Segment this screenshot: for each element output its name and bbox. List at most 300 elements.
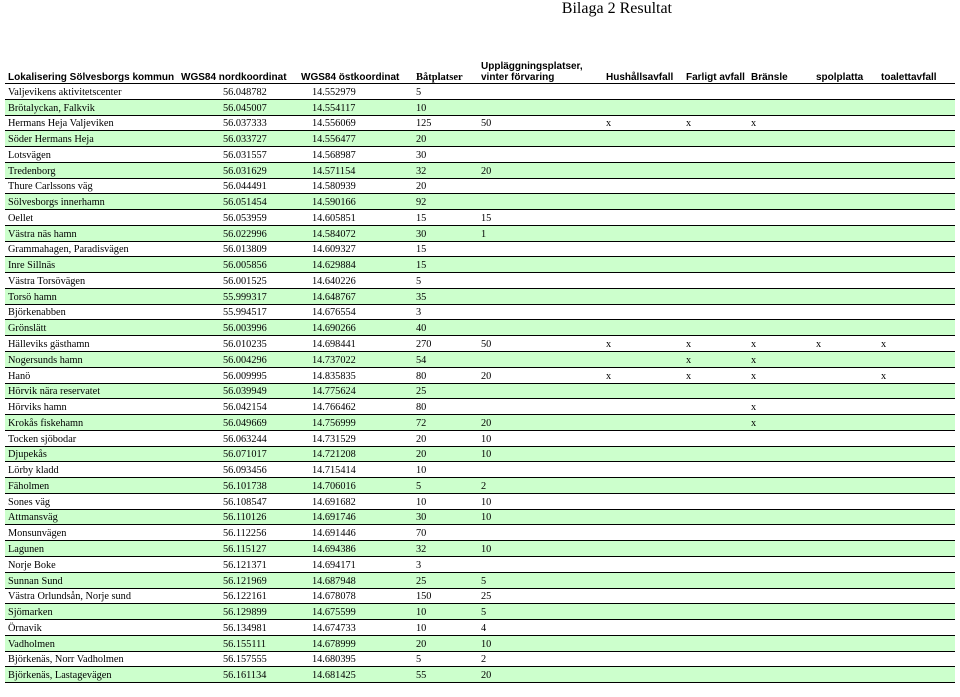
cell-north: 56.004296 [178, 352, 298, 368]
table-row [5, 430, 955, 446]
cell-north: 56.121969 [178, 572, 298, 588]
header-fuel: Bränsle [748, 45, 813, 84]
cell-winter-storage [478, 257, 603, 273]
cell-east: 14.835835 [298, 367, 413, 383]
cell-hazardous-waste [683, 635, 748, 651]
cell-east: 14.706016 [298, 478, 413, 494]
cell-household-waste [603, 352, 683, 368]
cell-toilet-waste [878, 415, 955, 431]
cell-boat-places: 20 [413, 131, 478, 147]
cell-location: Sjömarken [5, 604, 178, 620]
cell-toilet-waste [878, 273, 955, 289]
cell-winter-storage [478, 99, 603, 115]
table-row [5, 225, 955, 241]
cell-east: 14.674733 [298, 620, 413, 636]
cell-boat-places: 20 [413, 446, 478, 462]
table-row [5, 367, 955, 383]
cell-boat-places: 32 [413, 162, 478, 178]
cell-boat-places: 70 [413, 525, 478, 541]
cell-fuel [748, 667, 813, 683]
cell-hazardous-waste [683, 588, 748, 604]
cell-fuel [748, 556, 813, 572]
cell-north: 55.994517 [178, 304, 298, 320]
cell-north: 56.122161 [178, 588, 298, 604]
cell-location: Torsö hamn [5, 288, 178, 304]
cell-boat-places: 30 [413, 147, 478, 163]
cell-toilet-waste [878, 588, 955, 604]
cell-hazardous-waste [683, 556, 748, 572]
table-row [5, 115, 955, 131]
cell-fuel [748, 430, 813, 446]
cell-hazardous-waste [683, 84, 748, 100]
cell-household-waste [603, 478, 683, 494]
cell-location: Sunnan Sund [5, 572, 178, 588]
cell-location: Attmansväg [5, 509, 178, 525]
cell-household-waste [603, 415, 683, 431]
cell-east: 14.731529 [298, 430, 413, 446]
cell-fuel [748, 99, 813, 115]
cell-hazardous-waste: x [683, 352, 748, 368]
cell-household-waste [603, 635, 683, 651]
cell-toilet-waste [878, 288, 955, 304]
table-row [5, 210, 955, 226]
cell-fuel [748, 446, 813, 462]
cell-winter-storage: 20 [478, 162, 603, 178]
cell-fuel [748, 541, 813, 557]
cell-north: 56.044491 [178, 178, 298, 194]
cell-north: 56.010235 [178, 336, 298, 352]
cell-boat-places: 125 [413, 115, 478, 131]
cell-hazardous-waste [683, 162, 748, 178]
table-row [5, 478, 955, 494]
table-row [5, 556, 955, 572]
cell-north: 56.037333 [178, 115, 298, 131]
header-wash-pad: spolplatta [813, 45, 878, 84]
cell-north: 56.022996 [178, 225, 298, 241]
cell-north: 55.999317 [178, 288, 298, 304]
cell-boat-places: 270 [413, 336, 478, 352]
cell-wash-pad [813, 572, 878, 588]
cell-toilet-waste [878, 383, 955, 399]
cell-fuel [748, 620, 813, 636]
cell-location: Björkenäs, Norr Vadholmen [5, 651, 178, 667]
cell-toilet-waste: x [878, 367, 955, 383]
cell-fuel [748, 210, 813, 226]
cell-hazardous-waste [683, 225, 748, 241]
cell-hazardous-waste [683, 446, 748, 462]
cell-toilet-waste [878, 147, 955, 163]
cell-north: 56.110126 [178, 509, 298, 525]
table-row [5, 588, 955, 604]
cell-winter-storage: 5 [478, 572, 603, 588]
cell-toilet-waste [878, 241, 955, 257]
cell-boat-places: 5 [413, 651, 478, 667]
cell-east: 14.556069 [298, 115, 413, 131]
cell-fuel [748, 635, 813, 651]
cell-hazardous-waste [683, 462, 748, 478]
cell-location: Inre Sillnäs [5, 257, 178, 273]
cell-location: Tredenborg [5, 162, 178, 178]
cell-hazardous-waste [683, 257, 748, 273]
cell-location: Nogersunds hamn [5, 352, 178, 368]
header-household-waste: Hushållsavfall [603, 45, 683, 84]
cell-wash-pad [813, 115, 878, 131]
cell-east: 14.580939 [298, 178, 413, 194]
cell-hazardous-waste: x [683, 115, 748, 131]
cell-toilet-waste [878, 320, 955, 336]
table-row [5, 462, 955, 478]
cell-east: 14.691446 [298, 525, 413, 541]
cell-boat-places: 10 [413, 99, 478, 115]
cell-north: 56.101738 [178, 478, 298, 494]
cell-household-waste [603, 147, 683, 163]
cell-household-waste [603, 446, 683, 462]
cell-household-waste: x [603, 367, 683, 383]
cell-boat-places: 15 [413, 241, 478, 257]
cell-toilet-waste [878, 115, 955, 131]
cell-household-waste [603, 462, 683, 478]
cell-north: 56.115127 [178, 541, 298, 557]
cell-hazardous-waste [683, 99, 748, 115]
cell-winter-storage [478, 194, 603, 210]
cell-household-waste [603, 304, 683, 320]
cell-location: Västra näs hamn [5, 225, 178, 241]
cell-boat-places: 10 [413, 493, 478, 509]
cell-location: Sones väg [5, 493, 178, 509]
cell-winter-storage: 50 [478, 336, 603, 352]
cell-fuel [748, 304, 813, 320]
cell-hazardous-waste [683, 178, 748, 194]
cell-winter-storage [478, 383, 603, 399]
cell-household-waste [603, 667, 683, 683]
cell-wash-pad [813, 462, 878, 478]
cell-fuel [748, 131, 813, 147]
cell-winter-storage: 10 [478, 635, 603, 651]
cell-east: 14.691746 [298, 509, 413, 525]
cell-boat-places: 20 [413, 430, 478, 446]
cell-winter-storage: 2 [478, 651, 603, 667]
page-title: Bilaga 2 Resultat [561, 0, 672, 17]
cell-hazardous-waste [683, 620, 748, 636]
cell-wash-pad [813, 651, 878, 667]
cell-boat-places: 20 [413, 178, 478, 194]
cell-fuel: x [748, 336, 813, 352]
cell-household-waste [603, 604, 683, 620]
cell-north: 56.039949 [178, 383, 298, 399]
cell-location: Lörby kladd [5, 462, 178, 478]
cell-household-waste [603, 509, 683, 525]
cell-toilet-waste [878, 620, 955, 636]
cell-household-waste [603, 556, 683, 572]
cell-fuel [748, 604, 813, 620]
cell-location: Västra Orlundsån, Norje sund [5, 588, 178, 604]
cell-hazardous-waste [683, 572, 748, 588]
cell-hazardous-waste [683, 478, 748, 494]
cell-toilet-waste [878, 352, 955, 368]
cell-winter-storage [478, 399, 603, 415]
cell-winter-storage [478, 178, 603, 194]
cell-wash-pad [813, 399, 878, 415]
cell-boat-places: 150 [413, 588, 478, 604]
cell-east: 14.568987 [298, 147, 413, 163]
cell-winter-storage [478, 525, 603, 541]
cell-toilet-waste [878, 84, 955, 100]
cell-boat-places: 40 [413, 320, 478, 336]
cell-wash-pad: x [813, 336, 878, 352]
cell-wash-pad [813, 210, 878, 226]
cell-north: 56.121371 [178, 556, 298, 572]
cell-wash-pad [813, 478, 878, 494]
cell-east: 14.556477 [298, 131, 413, 147]
cell-east: 14.690266 [298, 320, 413, 336]
cell-hazardous-waste [683, 131, 748, 147]
cell-wash-pad [813, 635, 878, 651]
header-boat-places: Båtplatser [413, 45, 478, 84]
cell-fuel: x [748, 367, 813, 383]
cell-boat-places: 54 [413, 352, 478, 368]
cell-wash-pad [813, 588, 878, 604]
cell-boat-places: 3 [413, 556, 478, 572]
cell-wash-pad [813, 320, 878, 336]
cell-location: Vadholmen [5, 635, 178, 651]
cell-toilet-waste [878, 446, 955, 462]
cell-wash-pad [813, 367, 878, 383]
cell-fuel [748, 241, 813, 257]
cell-household-waste [603, 541, 683, 557]
cell-fuel [748, 320, 813, 336]
cell-wash-pad [813, 147, 878, 163]
cell-boat-places: 5 [413, 84, 478, 100]
results-table [5, 45, 955, 683]
cell-boat-places: 5 [413, 478, 478, 494]
cell-fuel: x [748, 399, 813, 415]
cell-fuel [748, 288, 813, 304]
cell-hazardous-waste [683, 288, 748, 304]
table-row [5, 446, 955, 462]
cell-north: 56.001525 [178, 273, 298, 289]
cell-hazardous-waste [683, 493, 748, 509]
cell-household-waste [603, 383, 683, 399]
cell-winter-storage: 2 [478, 478, 603, 494]
cell-boat-places: 55 [413, 667, 478, 683]
cell-hazardous-waste [683, 415, 748, 431]
header-location: Lokalisering Sölvesborgs kommun [5, 45, 178, 84]
cell-toilet-waste [878, 541, 955, 557]
cell-wash-pad [813, 509, 878, 525]
table-row [5, 493, 955, 509]
cell-boat-places: 80 [413, 399, 478, 415]
cell-winter-storage [478, 131, 603, 147]
table-row [5, 541, 955, 557]
cell-household-waste: x [603, 336, 683, 352]
cell-fuel [748, 257, 813, 273]
cell-boat-places: 10 [413, 604, 478, 620]
cell-wash-pad [813, 131, 878, 147]
cell-fuel [748, 273, 813, 289]
cell-location: Hörvik nära reservatet [5, 383, 178, 399]
cell-fuel [748, 493, 813, 509]
cell-location: Grammahagen, Paradisvägen [5, 241, 178, 257]
cell-fuel [748, 84, 813, 100]
cell-east: 14.584072 [298, 225, 413, 241]
cell-toilet-waste [878, 257, 955, 273]
cell-east: 14.715414 [298, 462, 413, 478]
table-row [5, 383, 955, 399]
table-row [5, 651, 955, 667]
cell-household-waste [603, 162, 683, 178]
cell-winter-storage [478, 273, 603, 289]
cell-winter-storage: 1 [478, 225, 603, 241]
cell-winter-storage: 20 [478, 367, 603, 383]
cell-winter-storage: 10 [478, 509, 603, 525]
cell-toilet-waste [878, 667, 955, 683]
table-row [5, 257, 955, 273]
cell-fuel [748, 525, 813, 541]
cell-toilet-waste [878, 99, 955, 115]
cell-north: 56.134981 [178, 620, 298, 636]
cell-household-waste [603, 194, 683, 210]
cell-east: 14.756999 [298, 415, 413, 431]
cell-east: 14.680395 [298, 651, 413, 667]
cell-boat-places: 92 [413, 194, 478, 210]
cell-wash-pad [813, 241, 878, 257]
cell-east: 14.571154 [298, 162, 413, 178]
cell-location: Fäholmen [5, 478, 178, 494]
cell-location: Hermans Heja Valjeviken [5, 115, 178, 131]
cell-location: Tocken sjöbodar [5, 430, 178, 446]
cell-location: Örnavik [5, 620, 178, 636]
cell-fuel: x [748, 115, 813, 131]
cell-household-waste [603, 493, 683, 509]
cell-location: Brötalyckan, Falkvik [5, 99, 178, 115]
cell-north: 56.009995 [178, 367, 298, 383]
table-row [5, 194, 955, 210]
cell-winter-storage: 15 [478, 210, 603, 226]
cell-north: 56.033727 [178, 131, 298, 147]
cell-east: 14.681425 [298, 667, 413, 683]
cell-winter-storage: 10 [478, 430, 603, 446]
header-north-coordinate: WGS84 nordkoordinat [178, 45, 298, 84]
cell-north: 56.161134 [178, 667, 298, 683]
cell-location: Västra Torsövägen [5, 273, 178, 289]
cell-household-waste [603, 99, 683, 115]
cell-household-waste [603, 178, 683, 194]
cell-location: Lagunen [5, 541, 178, 557]
cell-household-waste [603, 241, 683, 257]
cell-north: 56.155111 [178, 635, 298, 651]
cell-winter-storage [478, 352, 603, 368]
cell-hazardous-waste [683, 651, 748, 667]
table-row [5, 241, 955, 257]
cell-winter-storage [478, 288, 603, 304]
cell-toilet-waste [878, 635, 955, 651]
cell-wash-pad [813, 352, 878, 368]
cell-household-waste [603, 572, 683, 588]
cell-household-waste [603, 525, 683, 541]
header-toilet-waste: toalettavfall [878, 45, 955, 84]
cell-fuel [748, 588, 813, 604]
cell-household-waste [603, 273, 683, 289]
cell-boat-places: 5 [413, 273, 478, 289]
cell-location: Sölvesborgs innerhamn [5, 194, 178, 210]
cell-location: Björkenabben [5, 304, 178, 320]
cell-boat-places: 15 [413, 257, 478, 273]
cell-location: Thure Carlssons väg [5, 178, 178, 194]
cell-boat-places: 32 [413, 541, 478, 557]
table-row [5, 509, 955, 525]
cell-boat-places: 72 [413, 415, 478, 431]
cell-boat-places: 25 [413, 383, 478, 399]
cell-hazardous-waste [683, 210, 748, 226]
cell-hazardous-waste [683, 541, 748, 557]
cell-wash-pad [813, 556, 878, 572]
table-row [5, 288, 955, 304]
cell-toilet-waste [878, 604, 955, 620]
table-row [5, 667, 955, 683]
cell-wash-pad [813, 525, 878, 541]
table-row [5, 635, 955, 651]
cell-toilet-waste [878, 131, 955, 147]
cell-fuel: x [748, 415, 813, 431]
cell-location: Lotsvägen [5, 147, 178, 163]
cell-east: 14.678999 [298, 635, 413, 651]
table-row [5, 131, 955, 147]
cell-household-waste [603, 257, 683, 273]
cell-wash-pad [813, 178, 878, 194]
table-row [5, 320, 955, 336]
cell-fuel [748, 162, 813, 178]
cell-winter-storage: 50 [478, 115, 603, 131]
cell-household-waste [603, 651, 683, 667]
header-winter-storage: Uppläggningsplatser, vinter förvaring [478, 45, 603, 84]
cell-north: 56.071017 [178, 446, 298, 462]
cell-north: 56.108547 [178, 493, 298, 509]
cell-winter-storage [478, 320, 603, 336]
table-row [5, 525, 955, 541]
cell-north: 56.003996 [178, 320, 298, 336]
cell-wash-pad [813, 541, 878, 557]
cell-north: 56.045007 [178, 99, 298, 115]
cell-winter-storage [478, 462, 603, 478]
cell-household-waste [603, 131, 683, 147]
cell-winter-storage [478, 556, 603, 572]
cell-east: 14.648767 [298, 288, 413, 304]
cell-winter-storage [478, 147, 603, 163]
cell-winter-storage [478, 241, 603, 257]
cell-east: 14.687948 [298, 572, 413, 588]
cell-wash-pad [813, 162, 878, 178]
cell-location: Hanö [5, 367, 178, 383]
cell-location: Valjevikens aktivitetscenter [5, 84, 178, 100]
cell-winter-storage: 20 [478, 667, 603, 683]
cell-winter-storage: 10 [478, 446, 603, 462]
cell-toilet-waste [878, 651, 955, 667]
table-body [5, 84, 955, 683]
cell-north: 56.129899 [178, 604, 298, 620]
table-row [5, 273, 955, 289]
cell-hazardous-waste [683, 194, 748, 210]
table-row [5, 162, 955, 178]
cell-hazardous-waste [683, 304, 748, 320]
cell-wash-pad [813, 273, 878, 289]
cell-toilet-waste [878, 399, 955, 415]
cell-boat-places: 35 [413, 288, 478, 304]
cell-north: 56.048782 [178, 84, 298, 100]
cell-north: 56.157555 [178, 651, 298, 667]
cell-winter-storage: 10 [478, 541, 603, 557]
cell-wash-pad [813, 257, 878, 273]
cell-toilet-waste [878, 210, 955, 226]
